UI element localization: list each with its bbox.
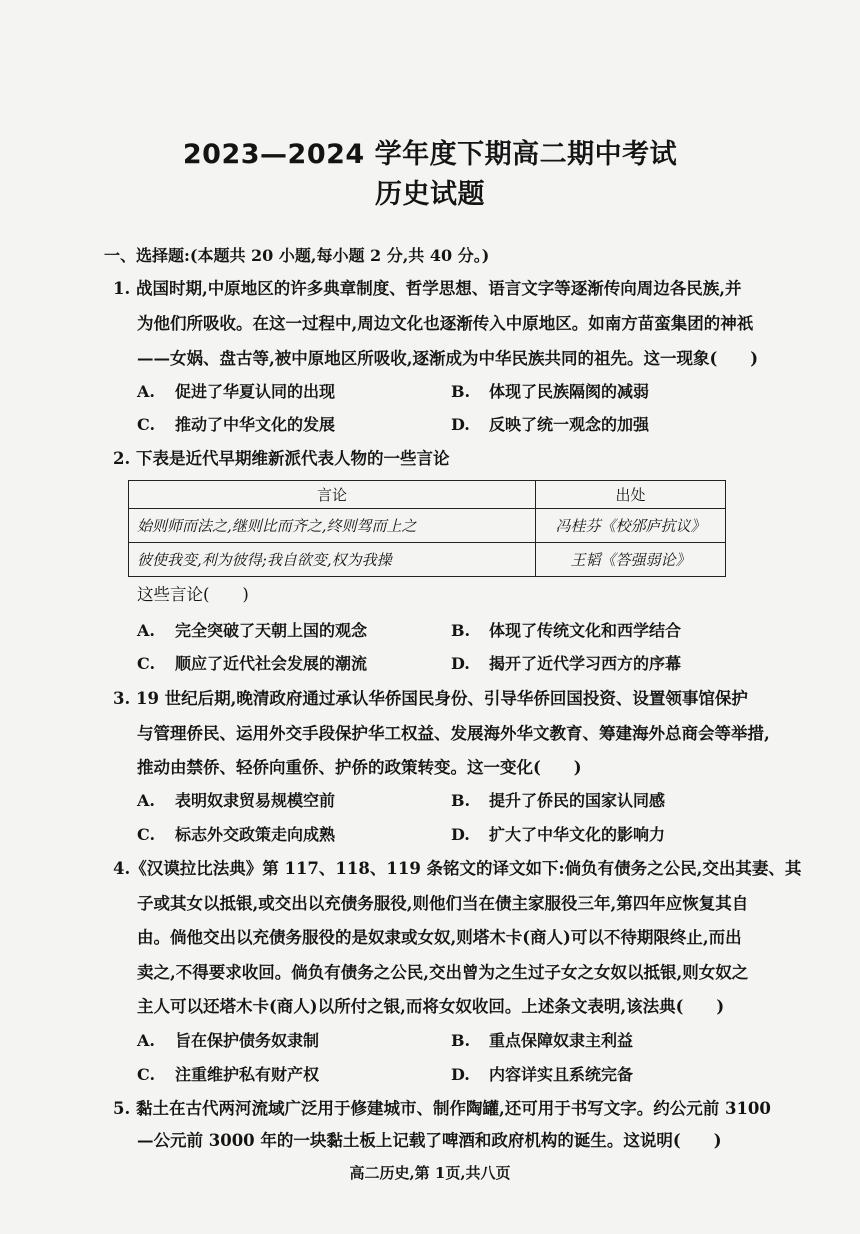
q2-option-c bbox=[137, 653, 367, 675]
q3-line-3: 推动由禁侨、轻侨向重侨、护侨的政策转变。这一变化( ) bbox=[137, 758, 582, 777]
option-text: 扩大了中华文化的影响力 bbox=[489, 825, 666, 844]
option-text: 重点保障奴隶主利益 bbox=[489, 1031, 634, 1050]
option-letter: B. bbox=[451, 382, 471, 401]
q4-option-a bbox=[137, 1030, 319, 1052]
quotes-table bbox=[128, 480, 726, 577]
q4-line-4: 卖之,不得要求收回。倘负有债务之公民,交出曾为之生过子女之女奴以抵银,则女奴之 bbox=[137, 963, 749, 982]
q2-option-b bbox=[451, 620, 681, 642]
table-row bbox=[129, 543, 726, 577]
table-header: 言论 bbox=[129, 481, 536, 509]
table-cell-source: 王韬《答强弱论》 bbox=[536, 543, 726, 577]
option-letter: A. bbox=[137, 791, 155, 810]
option-letter: A. bbox=[137, 382, 155, 401]
option-text: 旨在保护债务奴隶制 bbox=[175, 1031, 320, 1050]
q2-option-d bbox=[451, 653, 681, 675]
q3-option-a bbox=[137, 790, 335, 812]
q1-line-3: ——女娲、盘古等,被中原地区所吸收,逐渐成为中华民族共同的祖先。这一现象( ) bbox=[137, 349, 759, 368]
table-header-row bbox=[129, 481, 726, 509]
q2-stem-after: 这些言论( ) bbox=[137, 585, 249, 604]
option-text: 表明奴隶贸易规模空前 bbox=[175, 791, 336, 810]
q1-option-c bbox=[137, 414, 335, 436]
option-letter: B. bbox=[451, 791, 471, 810]
section-heading: 一、选择题:(本题共 20 小题,每小题 2 分,共 40 分。) bbox=[104, 246, 490, 265]
option-text: 内容详实且系统完备 bbox=[489, 1065, 634, 1084]
q5-line-2: —公元前 3000 年的一块黏土板上记载了啤酒和政府机构的诞生。这说明( ) bbox=[137, 1131, 722, 1150]
q4-option-d bbox=[451, 1064, 633, 1086]
q4-line-1: 4.《汉谟拉比法典》第 117、118、119 条铭文的译文如下:倘负有债务之公民,交出其妻、其 bbox=[113, 859, 802, 878]
option-letter: A. bbox=[137, 1031, 155, 1050]
q1-line-1: 1. 战国时期,中原地区的许多典章制度、哲学思想、语言文字等逐渐传向周边各民族,并 bbox=[113, 279, 742, 298]
option-text: 促进了华夏认同的出现 bbox=[175, 382, 336, 401]
q1-option-b bbox=[451, 381, 649, 403]
q4-line-5: 主人可以还塔木卡(商人)以所付之银,而将女奴收回。上述条文表明,该法典( ) bbox=[137, 997, 725, 1016]
option-letter: C. bbox=[137, 825, 156, 844]
option-letter: C. bbox=[137, 415, 156, 434]
page-title: 2023—2024 学年度下期高二期中考试 bbox=[182, 139, 678, 170]
q4-option-c bbox=[137, 1064, 319, 1086]
option-letter: A. bbox=[137, 621, 155, 640]
q4-line-2: 子或其女以抵银,或交出以充债务服役,则他们当在债主家服役三年,第四年应恢复其自 bbox=[137, 894, 749, 913]
option-letter: C. bbox=[137, 1065, 156, 1084]
q2-line-1: 2. 下表是近代早期维新派代表人物的一些言论 bbox=[113, 449, 450, 468]
option-letter: D. bbox=[451, 654, 470, 673]
q3-line-1: 3. 19 世纪后期,晚清政府通过承认华侨国民身份、引导华侨回国投资、设置领事馆保护 bbox=[113, 689, 748, 708]
table-cell-source: 冯桂芬《校邠庐抗议》 bbox=[536, 509, 726, 543]
q1-option-d bbox=[451, 414, 649, 436]
option-text: 体现了民族隔阂的减弱 bbox=[489, 382, 650, 401]
table-cell-quote: 始则师而法之,继则比而齐之,终则驾而上之 bbox=[129, 509, 536, 543]
option-text: 反映了统一观念的加强 bbox=[489, 415, 650, 434]
option-text: 体现了传统文化和西学结合 bbox=[489, 621, 682, 640]
q1-option-a bbox=[137, 381, 335, 403]
option-letter: B. bbox=[451, 1031, 471, 1050]
option-letter: D. bbox=[451, 825, 470, 844]
option-text: 标志外交政策走向成熟 bbox=[175, 825, 336, 844]
q5-line-1: 5. 黏土在古代两河流域广泛用于修建城市、制作陶罐,还可用于书写文字。约公元前 3100 bbox=[113, 1099, 771, 1118]
q4-option-b bbox=[451, 1030, 633, 1052]
q2-option-a bbox=[137, 620, 367, 642]
q3-line-2: 与管理侨民、运用外交手段保护华工权益、发展海外华文教育、筹建海外总商会等举措, bbox=[137, 724, 770, 743]
table-header: 出处 bbox=[536, 481, 726, 509]
q1-line-2: 为他们所吸收。在这一过程中,周边文化也逐渐传入中原地区。如南方苗蛮集团的神祇 bbox=[137, 314, 754, 333]
option-text: 完全突破了天朝上国的观念 bbox=[175, 621, 368, 640]
option-letter: C. bbox=[137, 654, 156, 673]
q4-line-3: 由。倘他交出以充债务服役的是奴隶或女奴,则塔木卡(商人)可以不待期限终止,而出 bbox=[137, 928, 742, 947]
table-row bbox=[129, 509, 726, 543]
option-letter: D. bbox=[451, 415, 470, 434]
page-subtitle: 历史试题 bbox=[375, 179, 485, 210]
option-text: 推动了中华文化的发展 bbox=[175, 415, 336, 434]
option-text: 揭开了近代学习西方的序幕 bbox=[489, 654, 682, 673]
page-footer: 高二历史,第 1页,共八页 bbox=[349, 1164, 511, 1182]
table-cell-quote: 彼使我变,利为彼得;我自欲变,权为我操 bbox=[129, 543, 536, 577]
q3-option-d bbox=[451, 824, 665, 846]
option-letter: D. bbox=[451, 1065, 470, 1084]
option-letter: B. bbox=[451, 621, 471, 640]
q3-option-c bbox=[137, 824, 335, 846]
option-text: 顺应了近代社会发展的潮流 bbox=[175, 654, 368, 673]
option-text: 提升了侨民的国家认同感 bbox=[489, 791, 666, 810]
q3-option-b bbox=[451, 790, 665, 812]
option-text: 注重维护私有财产权 bbox=[175, 1065, 320, 1084]
